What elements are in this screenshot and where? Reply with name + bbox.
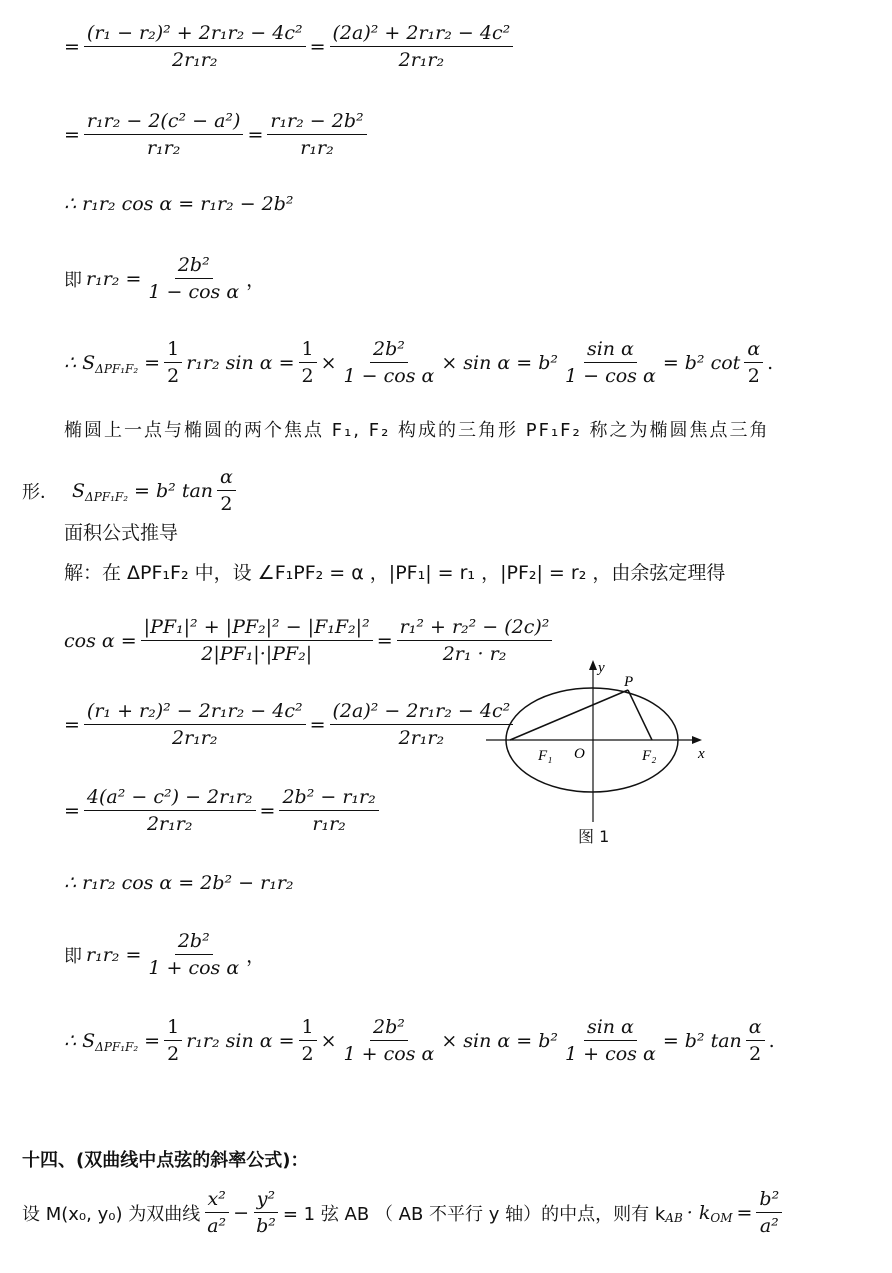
ellipse-diagram	[486, 656, 726, 826]
denominator: 2r₁r₂	[172, 727, 218, 749]
fraction	[267, 110, 366, 159]
numerator: 1	[164, 338, 182, 363]
numerator: |PF₁|² + |PF₂|² − |F₁F₂|²	[141, 616, 373, 641]
numerator: 2b²	[370, 338, 408, 363]
denominator: r₁r₂	[146, 137, 181, 159]
area-mid1: r₁r₂ sin α =	[186, 351, 295, 374]
label-p: P	[624, 674, 634, 690]
formula-rest: = b² tan	[134, 479, 214, 502]
section14-statement	[22, 1188, 786, 1237]
denominator: a²	[759, 1215, 779, 1237]
fraction	[562, 1016, 659, 1065]
eq-s2	[64, 786, 383, 835]
area-mid3: × sin α = b²	[441, 1029, 559, 1052]
statement-a: 设 M(x₀, y₀) 为双曲线	[22, 1203, 201, 1225]
numerator: (r₁ − r₂)² + 2r₁r₂ − 4c²	[84, 22, 306, 47]
denominator: 2r₁r₂	[172, 49, 218, 71]
numerator: r₁r₂ − 2b²	[267, 110, 366, 135]
denominator: 1 − cos α	[565, 365, 656, 387]
label-y: y	[598, 660, 605, 676]
equals: =	[64, 713, 80, 736]
numerator: α	[746, 1016, 765, 1041]
equals: =	[64, 799, 80, 822]
label-f1: F₁	[538, 748, 553, 764]
numerator: 2b²	[175, 930, 213, 955]
equals: =	[144, 1029, 161, 1052]
equals: =	[247, 123, 264, 146]
fraction	[145, 930, 242, 979]
ji-label: 即	[64, 945, 82, 967]
fraction	[84, 110, 244, 159]
numerator: 1	[299, 338, 317, 363]
ji-lhs: r₁r₂ =	[86, 267, 142, 290]
numerator: 1	[164, 1016, 182, 1041]
equals: =	[144, 351, 161, 374]
kom-sub: OM	[710, 1210, 733, 1225]
denominator: 2	[220, 493, 233, 515]
fraction	[746, 1016, 765, 1065]
numerator: 2b²	[175, 254, 213, 279]
fraction	[756, 1188, 782, 1237]
solution-line: 解：在 ΔPF₁F₂ 中，设 ∠F₁PF₂ = α ，|PF₁| = r₁ ，|PF₂| = r₂ ，由余弦定理得	[64, 562, 726, 584]
fraction	[84, 786, 256, 835]
area-prefix: ∴ S	[64, 1029, 96, 1052]
cos-lhs: cos α =	[64, 629, 137, 652]
area-prefix: ∴ S	[64, 351, 96, 374]
numerator: 4(a² − c²) − 2r₁r₂	[84, 786, 256, 811]
formula-s: S	[72, 479, 86, 502]
area-mid4: = b² tan	[662, 1029, 742, 1052]
x-axis-arrow-icon	[692, 736, 702, 744]
denominator: a²	[207, 1215, 227, 1237]
denominator: 2	[167, 1043, 180, 1065]
figure-caption: 图 1	[578, 827, 610, 846]
eq-step2	[64, 110, 371, 159]
line2-prefix: 形．	[22, 481, 58, 503]
eq-area2	[64, 1016, 775, 1065]
fraction	[341, 338, 438, 387]
fraction	[164, 338, 182, 387]
fraction	[279, 786, 378, 835]
equals: =	[736, 1201, 753, 1224]
numerator: r₁r₂ − 2(c² − a²)	[84, 110, 244, 135]
denominator: 1 + cos α	[343, 1043, 435, 1065]
eq-ji2: 即 r₁r₂ = $\frac{\text{2b²}}{\text{1 + cos α}}$ ，	[64, 930, 266, 979]
fraction	[141, 616, 373, 665]
area-sub: ΔPF₁F₂	[95, 361, 139, 376]
eq-s1	[64, 700, 517, 749]
numerator: (2a)² + 2r₁r₂ − 4c²	[330, 22, 514, 47]
numerator: x²	[205, 1188, 229, 1213]
eq-therefore2: ∴ r₁r₂ cos α = 2b² − r₁r₂	[64, 872, 294, 894]
numerator: α	[744, 338, 763, 363]
area-mid1: r₁r₂ sin α =	[186, 1029, 295, 1052]
denominator: 2r₁r₂	[146, 813, 193, 835]
times: ×	[320, 351, 337, 374]
numerator: (2a)² − 2r₁r₂ − 4c²	[330, 700, 514, 725]
numerator: b²	[756, 1188, 782, 1213]
denominator: 1 + cos α	[565, 1043, 656, 1065]
numerator: sin α	[584, 338, 637, 363]
fraction	[299, 1016, 317, 1065]
fraction	[341, 1016, 438, 1065]
paragraph-line2	[22, 466, 240, 515]
denominator: 2	[301, 1043, 314, 1065]
numerator: 1	[299, 1016, 317, 1041]
minus: −	[233, 1201, 250, 1224]
segment-pf1	[510, 690, 628, 740]
equals: =	[309, 713, 326, 736]
denominator: 2	[167, 365, 180, 387]
denominator: 2	[749, 1043, 762, 1065]
eq-cos	[64, 616, 556, 665]
denominator: 1 + cos α	[148, 957, 240, 979]
fraction	[253, 1188, 279, 1237]
numerator: r₁² + r₂² − (2c)²	[397, 616, 553, 641]
period: .	[767, 351, 774, 374]
denominator: 2|PF₁|·|PF₂|	[201, 643, 313, 665]
fraction	[145, 254, 242, 303]
section-heading: 十四、(双曲线中点弦的斜率公式)：	[22, 1150, 309, 1171]
denominator: 1 − cos α	[343, 365, 435, 387]
numerator: sin α	[584, 1016, 637, 1041]
numerator: y²	[254, 1188, 278, 1213]
denominator: 2r₁r₂	[398, 49, 445, 71]
numerator: 2b² − r₁r₂	[279, 786, 378, 811]
denominator: 2r₁ · r₂	[442, 643, 507, 665]
equals: =	[64, 123, 80, 146]
numerator: α	[217, 466, 236, 491]
denominator: 2	[301, 365, 314, 387]
fraction	[330, 22, 514, 71]
statement-b: = 1 弦 AB （ AB 不平行 y 轴）的中点，则有 k	[282, 1203, 666, 1225]
equals: =	[309, 35, 326, 58]
eq-area1	[64, 338, 773, 387]
equals: =	[376, 629, 393, 652]
fraction	[299, 338, 317, 387]
denominator: 1 − cos α	[148, 281, 240, 303]
fraction	[84, 22, 306, 71]
fraction	[84, 700, 306, 749]
fraction	[217, 466, 236, 515]
numerator: 2b²	[370, 1016, 408, 1041]
fraction	[744, 338, 763, 387]
fraction	[204, 1188, 229, 1237]
formula-sub: ΔPF₁F₂	[85, 489, 129, 504]
label-o: O	[574, 746, 585, 762]
denominator: r₁r₂	[300, 137, 334, 159]
ji-lhs: r₁r₂ =	[86, 943, 142, 966]
fraction	[562, 338, 659, 387]
times: ×	[320, 1029, 337, 1052]
kab-sub: AB	[665, 1210, 683, 1225]
area-mid3: × sin α = b²	[441, 351, 559, 374]
fraction	[164, 1016, 182, 1065]
eq-ji1: 即 r₁r₂ = $\frac{\text{2b²}}{\text{1 − cos α}}$ ，	[64, 254, 266, 303]
equals: =	[259, 799, 276, 822]
ellipse-figure	[486, 656, 726, 831]
subtitle: 面积公式推导	[64, 522, 179, 544]
period: .	[768, 1029, 775, 1052]
y-axis-arrow-icon	[589, 660, 597, 670]
equals: =	[64, 35, 80, 58]
denominator: 2r₁r₂	[398, 727, 445, 749]
dot-k: · k	[686, 1201, 711, 1224]
area-sub: ΔPF₁F₂	[95, 1039, 139, 1054]
ji-label: 即	[64, 269, 82, 291]
label-f2: F₂	[642, 748, 657, 764]
denominator: 2	[747, 365, 760, 387]
denominator: b²	[256, 1215, 276, 1237]
denominator: r₁r₂	[312, 813, 346, 835]
paragraph-line1: 椭圆上一点与椭圆的两个焦点 F₁, F₂ 构成的三角形 PF₁F₂ 称之为椭圆焦点三角	[64, 420, 770, 441]
area-mid4: = b² cot	[662, 351, 741, 374]
label-x: x	[698, 746, 705, 762]
eq-step1	[64, 22, 517, 71]
eq-therefore1: ∴ r₁r₂ cos α = r₁r₂ − 2b²	[64, 193, 294, 215]
numerator: (r₁ + r₂)² − 2r₁r₂ − 4c²	[84, 700, 306, 725]
